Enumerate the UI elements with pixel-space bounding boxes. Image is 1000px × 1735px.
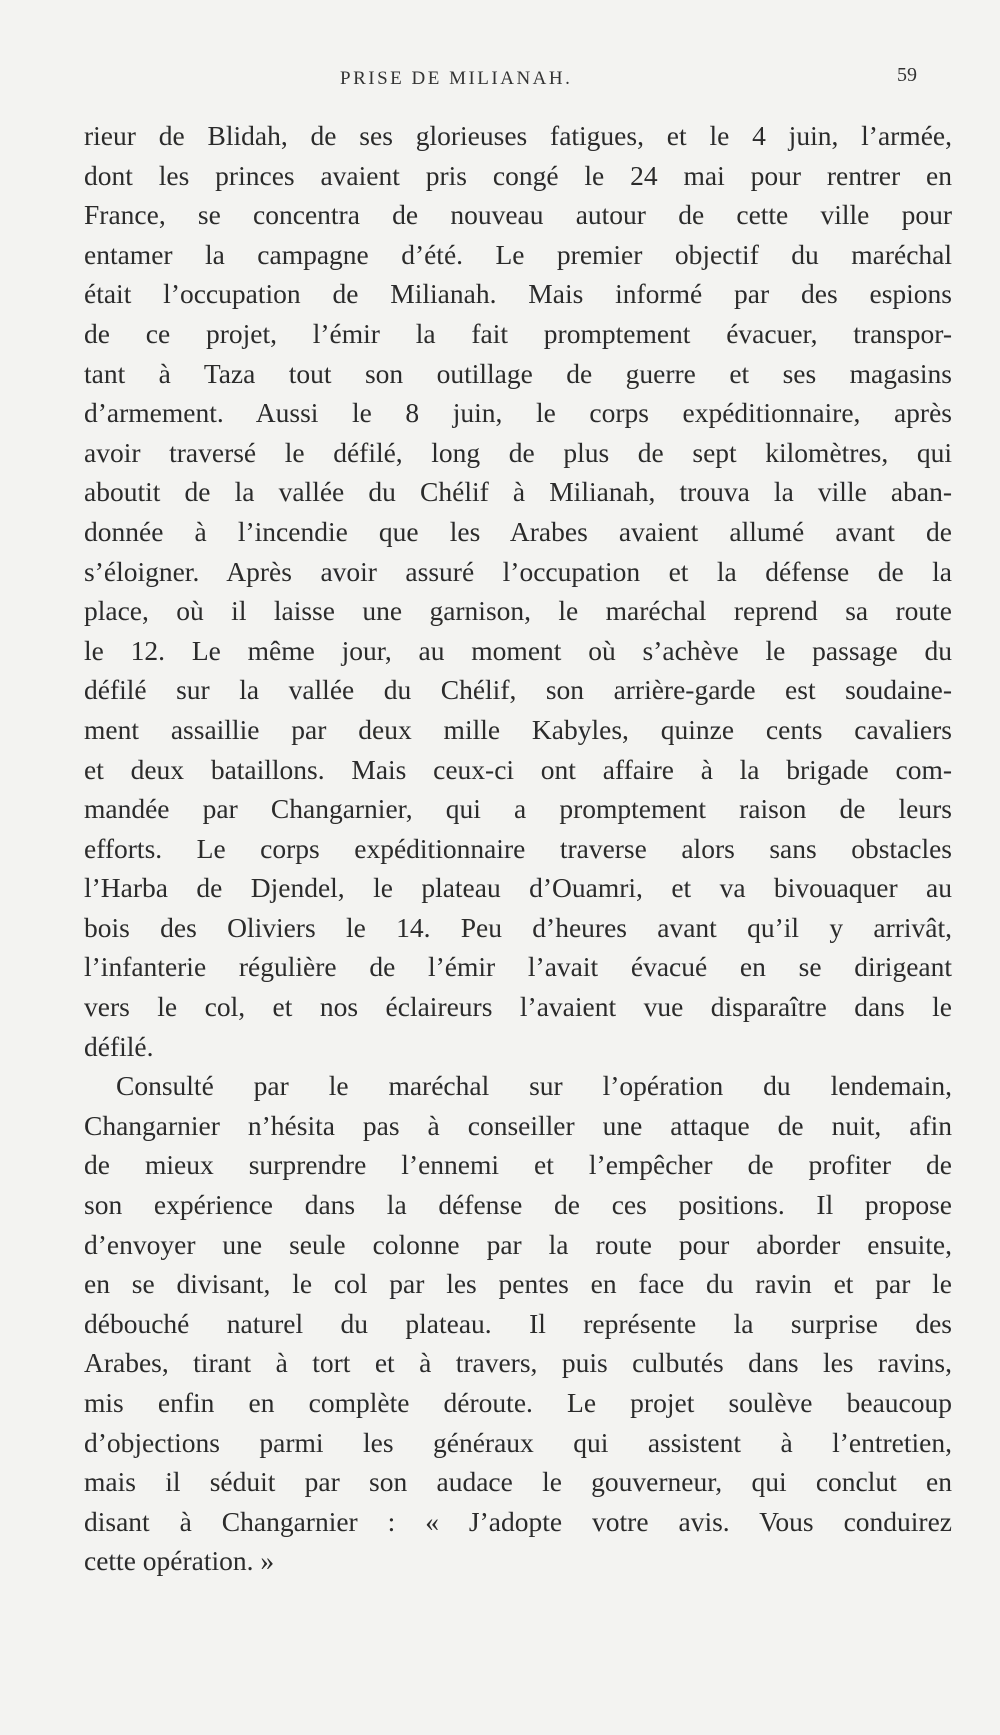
text-line: cette opération. » xyxy=(84,1545,275,1577)
text-line: mandée par Changarnier, qui a promptement raison de leurs xyxy=(84,793,952,825)
text-line: le 12. Le même jour, au moment où s’achève le passage du xyxy=(84,634,952,666)
text-line: dont les princes avaient pris congé le 24 mai pour rentrer en xyxy=(84,159,952,191)
text-line: ment assaillie par deux mille Kabyles, quinze cents cavaliers xyxy=(84,713,952,745)
text-line: s’éloigner. Après avoir assuré l’occupation et la défense de la xyxy=(84,555,952,587)
page-number: 59 xyxy=(897,64,917,86)
text-line: place, où il laisse une garnison, le maréchal reprend sa route xyxy=(84,595,952,627)
text-line: disant à Changarnier : « J’adopte votre avis. Vous conduirez xyxy=(84,1505,952,1537)
text-line: aboutit de la vallée du Chélif à Milianah, trouva la ville aban- xyxy=(84,476,952,508)
text-line: vers le col, et nos éclaireurs l’avaient vue disparaître dans le xyxy=(84,991,952,1023)
text-line: donnée à l’incendie que les Arabes avaient allumé avant de xyxy=(84,515,952,547)
body-text xyxy=(84,116,952,1581)
text-line: de mieux surprendre l’ennemi et l’empêcher de profiter de xyxy=(84,1149,952,1181)
running-head: PRISE DE MILIANAH. xyxy=(340,68,573,89)
text-line: bois des Oliviers le 14. Peu d’heures avant qu’il y arrivât, xyxy=(84,911,952,943)
text-line: d’objections parmi les généraux qui assistent à l’entretien, xyxy=(84,1426,952,1458)
text-line: mis enfin en complète déroute. Le projet soulève beaucoup xyxy=(84,1387,952,1418)
text-line: de ce projet, l’émir la fait promptement évacuer, transpor- xyxy=(84,317,952,349)
text-line: tant à Taza tout son outillage de guerre et ses magasins xyxy=(84,357,952,389)
text-line: entamer la campagne d’été. Le premier objectif du maréchal xyxy=(84,238,952,270)
text-line: Arabes, tirant à tort et à travers, puis culbutés dans les ravins, xyxy=(84,1347,952,1379)
text-line: d’envoyer une seule colonne par la route pour aborder ensuite, xyxy=(84,1228,952,1260)
text-line: l’Harba de Djendel, le plateau d’Ouamri, et va bivouaquer au xyxy=(84,872,952,904)
text-line: et deux bataillons. Mais ceux-ci ont affaire à la brigade com- xyxy=(84,753,952,785)
text-line: débouché naturel du plateau. Il représente la surprise des xyxy=(84,1307,952,1339)
paragraph-1 xyxy=(84,116,952,1066)
text-line: était l’occupation de Milianah. Mais informé par des espions xyxy=(84,278,952,310)
text-line: avoir traversé le défilé, long de plus de sept kilomètres, qui xyxy=(84,436,952,468)
text-line: efforts. Le corps expéditionnaire traverse alors sans obstacles xyxy=(84,832,952,864)
text-line: mais il séduit par son audace le gouverneur, qui conclut en xyxy=(84,1466,952,1498)
paragraph-2 xyxy=(84,1066,952,1581)
text-line: défilé. xyxy=(84,1030,154,1062)
text-line: Changarnier n’hésita pas à conseiller une attaque de nuit, afin xyxy=(84,1109,952,1141)
text-line: en se divisant, le col par les pentes en face du ravin et par le xyxy=(84,1268,952,1300)
text-line: Consulté par le maréchal sur l’opération du lendemain, xyxy=(116,1070,952,1102)
text-line: son expérience dans la défense de ces positions. Il propose xyxy=(84,1189,952,1221)
text-line: rieur de Blidah, de ses glorieuses fatigues, et le 4 juin, l’armée, xyxy=(84,120,952,151)
text-line: d’armement. Aussi le 8 juin, le corps expéditionnaire, après xyxy=(84,397,952,429)
text-line: l’infanterie régulière de l’émir l’avait évacué en se dirigeant xyxy=(84,951,952,983)
text-line: France, se concentra de nouveau autour de cette ville pour xyxy=(84,199,952,231)
text-line: défilé sur la vallée du Chélif, son arrière-garde est soudaine- xyxy=(84,674,952,706)
